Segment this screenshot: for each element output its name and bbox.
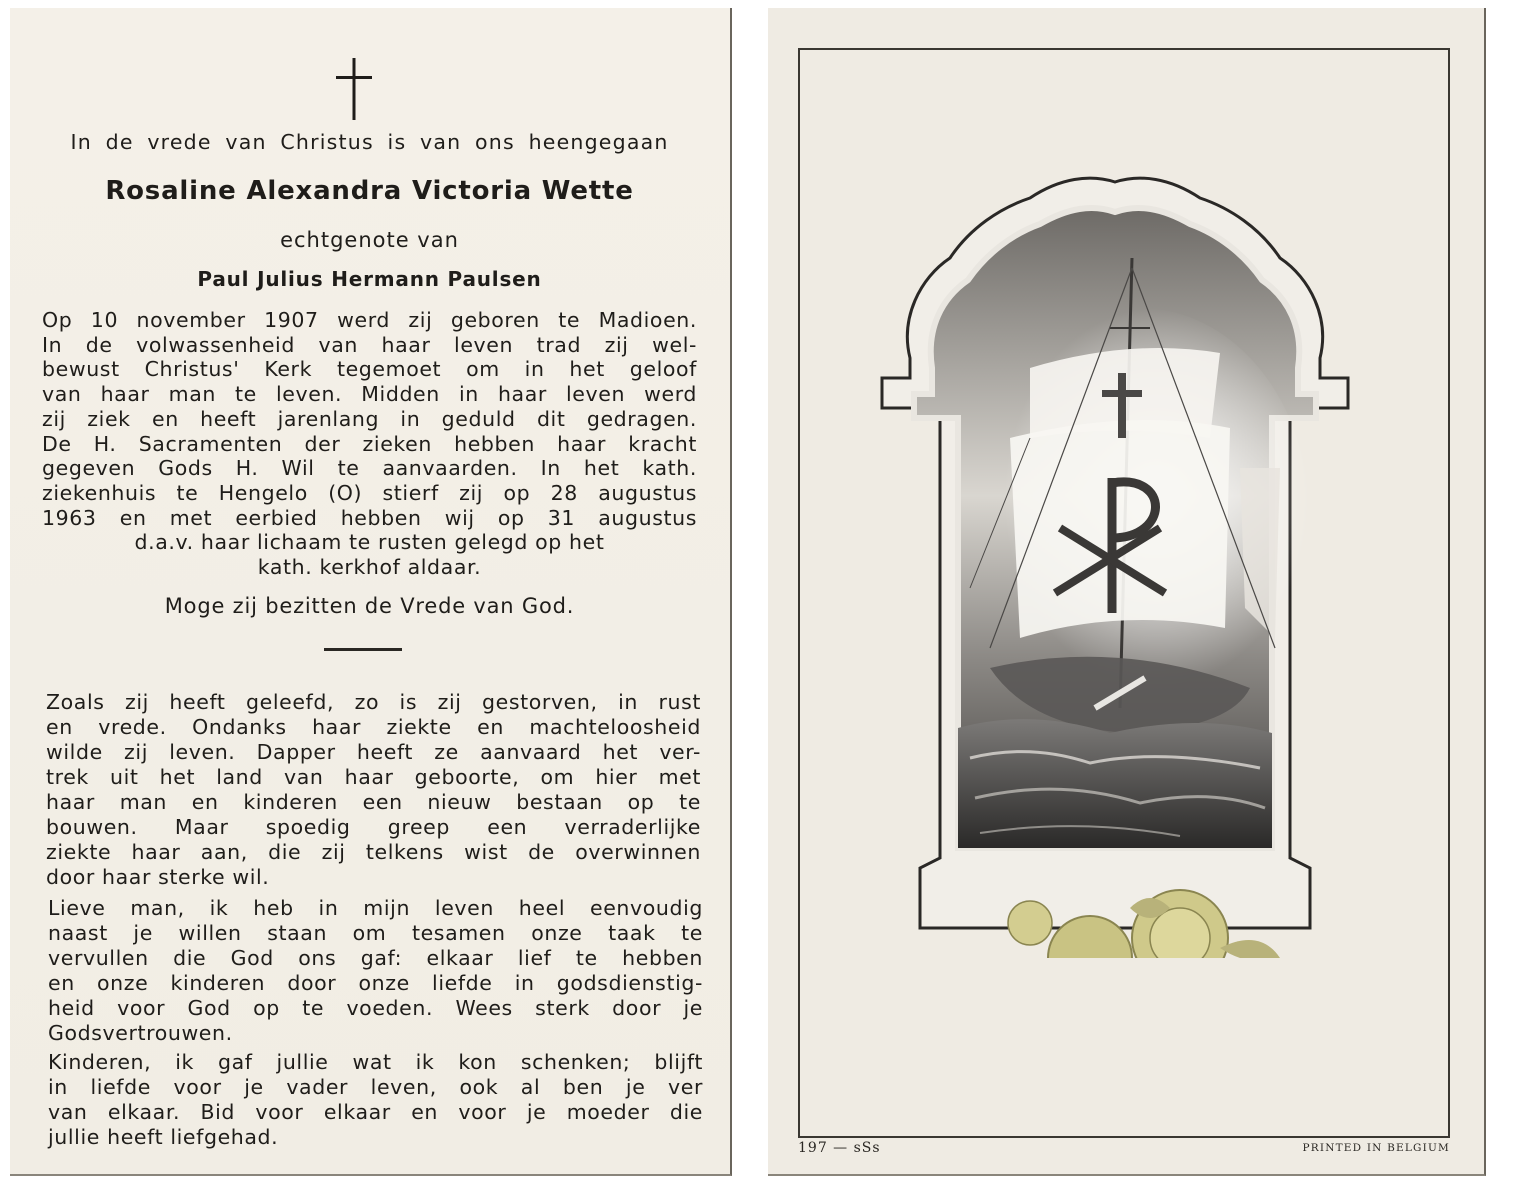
bio-line: De H. Sacramenten der zieken hebben haar kracht — [42, 431, 697, 456]
paragraph-line: van elkaar. Bid voor elkaar en voor je moeder die — [48, 1100, 703, 1124]
paragraph-line: vervullen die God ons gaf: elkaar lief te hebben — [48, 946, 703, 970]
paragraph-children — [48, 1050, 703, 1150]
divider — [324, 648, 402, 651]
bio-line: bewust Christus' Kerk tegemoet om in het geloof — [42, 357, 697, 382]
bio-line: In de volwassenheid van haar leven trad zij wel- — [42, 332, 697, 357]
paragraph-line: Lieve man, ik heb in mijn leven heel eenvoudig — [48, 896, 703, 920]
closing-wish: Moge zij bezitten de Vrede van God. — [164, 594, 575, 618]
paragraph-line: en onze kinderen door onze liefde in godsdienstig- — [48, 971, 703, 995]
bio-line: ziekenhuis te Hengelo (O) stierf zij op 28 augustus — [42, 480, 697, 505]
paragraph-line: in liefde voor je vader leven, ook al ben je ver — [48, 1075, 703, 1099]
paragraph-line: trek uit het land van haar geboorte, om hier met — [46, 765, 701, 789]
paragraph-life — [46, 690, 701, 890]
intro-line: In de vrede van Christus is van ons heengegaan — [70, 130, 669, 154]
bio-line: kath. kerkhof aldaar. — [257, 555, 482, 580]
paragraph-line: Kinderen, ik gaf jullie wat ik kon schenken; blijft — [48, 1050, 703, 1074]
paragraph-line: Godsvertrouwen. — [48, 1021, 233, 1045]
bio-line: d.a.v. haar lichaam te rusten gelegd op het — [134, 530, 605, 555]
paragraph-line: bouwen. Maar spoedig greep een verraderlijke — [46, 815, 701, 839]
biography — [42, 308, 697, 580]
paragraph-line: haar man en kinderen een nieuw bestaan op te — [46, 790, 701, 814]
spouse-label: echtgenote van — [280, 228, 459, 252]
bio-line: van haar man te leven. Midden in haar leven werd — [42, 382, 697, 407]
bio-line: 1963 en met eerbied hebben wij op 31 augustus — [42, 505, 697, 530]
cross-icon — [332, 56, 376, 122]
bio-line: gegeven Gods H. Wil te aanvaarden. In het kath. — [42, 456, 697, 481]
paragraph-line: en vrede. Ondanks haar ziekte en machteloosheid — [46, 715, 701, 739]
paragraph-line: Zoals zij heeft geleefd, zo is zij gestorven, in rust — [46, 690, 701, 714]
paragraph-line: door haar sterke wil. — [46, 865, 270, 889]
paragraph-line: jullie heeft liefgehad. — [48, 1125, 279, 1149]
paragraph-husband — [48, 896, 703, 1046]
paragraph-line: ziekte haar aan, die zij telkens wist de overwinnen — [46, 840, 701, 864]
picture-card — [768, 8, 1486, 1176]
printed-in-label: PRINTED IN BELGIUM — [1302, 1142, 1450, 1154]
deceased-name: Rosaline Alexandra Victoria Wette — [105, 176, 634, 206]
paragraph-line: naast je willen staan om tesamen onze taak te — [48, 921, 703, 945]
text-card — [10, 8, 732, 1176]
ship-illustration — [880, 168, 1350, 958]
bio-line: Op 10 november 1907 werd zij geboren te Madioen. — [42, 308, 697, 332]
paragraph-line: wilde zij leven. Dapper heeft ze aanvaard het ver- — [46, 740, 701, 764]
print-number: 197 — sSs — [798, 1140, 881, 1156]
paragraph-line: heid voor God op te voeden. Wees sterk door je — [48, 996, 703, 1020]
spouse-name: Paul Julius Hermann Paulsen — [197, 267, 542, 291]
bio-line: zij ziek en heeft jarenlang in geduld dit gedragen. — [42, 406, 697, 431]
